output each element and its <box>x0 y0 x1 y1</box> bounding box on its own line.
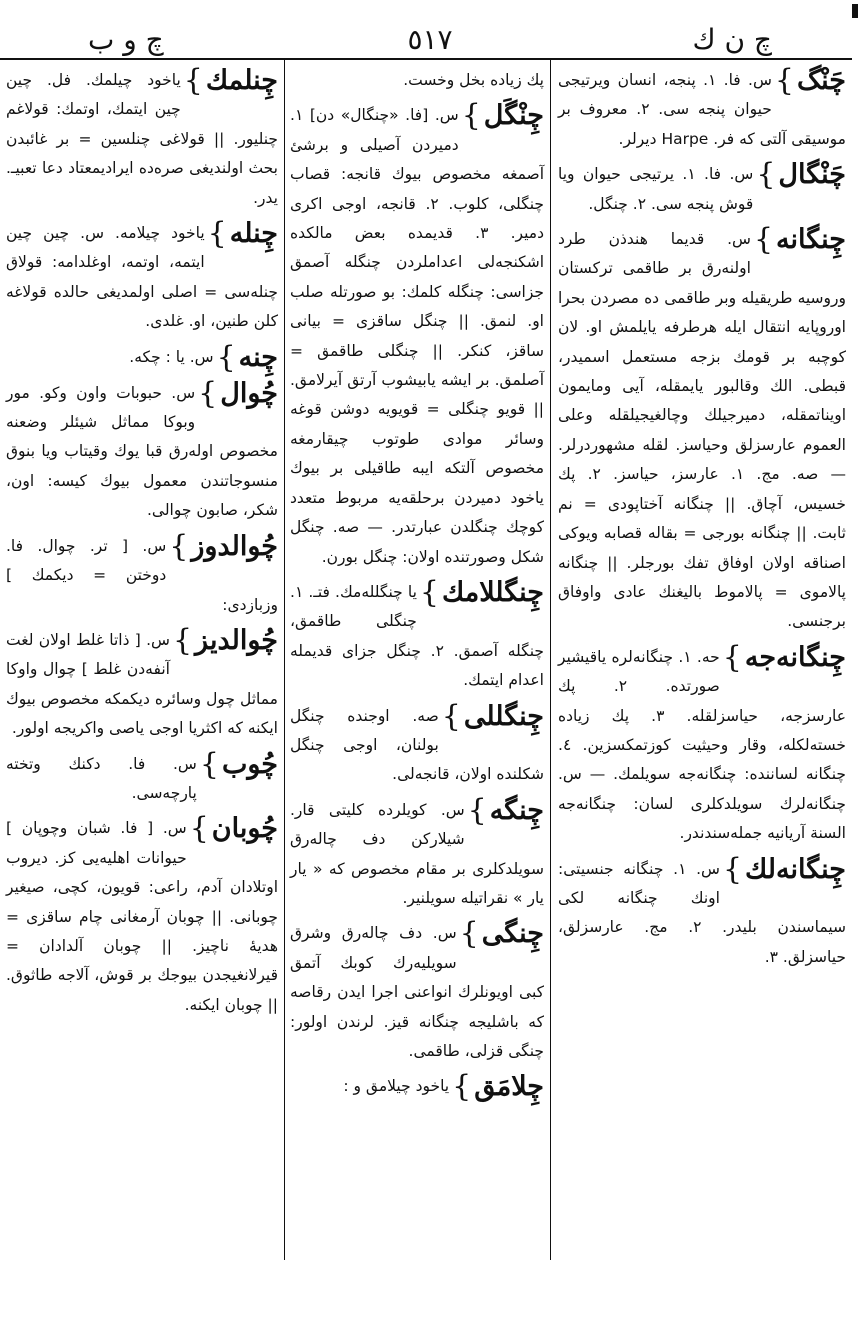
dictionary-entry <box>6 746 278 811</box>
entry-brace: } <box>216 339 236 375</box>
page-number: ٥١٧ <box>407 23 453 56</box>
dictionary-entry <box>6 528 278 622</box>
entry-definition: س. دف چاله‌رق وشرق سويليه‌رك كوبك آتمق كبى اويونلرك انواعنى اجرا ايدن رقاصه كه باشليجه چنگانه قيز. لرندن اولور: چنگى قزلى، طاقمى. <box>290 924 544 1060</box>
entry-headword: چِنگللى <box>463 700 544 732</box>
dictionary-entry <box>290 66 544 97</box>
entry-brace: } <box>774 63 794 98</box>
dictionary-entry <box>6 63 278 215</box>
entry-brace: } <box>722 639 742 675</box>
entry-headword: چُوال <box>220 377 278 409</box>
entry-definition: س. [ فا. شبان وچوپان ] حيوانات اهليه‌يى كز. ديروب اوتلادان آدم، راعى: قويون، كچى، صيغير چوبانى. || چوبان آرمغانى چام ساقزى = هديهٔ ناچيز. || چوبان آلدادان = قيرلانغيجدن بيوجك بر قوش، آلاجه طاثوق. || چوبان ايكنه. <box>6 819 278 1014</box>
entry-definition: حه. ١. چنگانه‌لره ياقيشير صورتده. ٢. پك عارسزجه، حياسزلقله. ٣. پك زياده خسته‌لكله، وقار وحيثيت كوزتمكسزين. ٤. چنگانه لساننده: چنگانه‌جه سويلمك. — س. چنگانه‌لرك سويلدكلرى لسان: چنگانه‌جه السنة آريانيه جمله‌سندندر. <box>558 647 847 843</box>
entry-headword: چِنله <box>229 218 278 250</box>
dictionary-entry <box>558 851 846 975</box>
dictionary-entry <box>6 339 278 375</box>
entry-definition: س. كويلرده كليتى قار. شيلاركن دف چاله‌رق سويلدكلرى بر مقام مخصوص كه « يار يار » نقراتيله سويلنير. <box>290 800 544 907</box>
column-middle <box>290 66 544 1108</box>
entry-definition: س. ١. چنگانه جنسيتى: اونك چنگانه لكى سيماسندن بليدر. ٢. مج. عارسزلق، حياسزلق. ٣. <box>558 859 846 966</box>
entry-brace: } <box>441 698 461 734</box>
entry-headword: چُوالدوز <box>191 530 278 562</box>
entry-headword: چِنگه <box>489 794 544 826</box>
entry-headword: چِنگانه‌لك <box>745 853 846 885</box>
column-divider-left <box>284 60 285 1260</box>
dictionary-entry <box>290 916 544 1068</box>
entry-brace: } <box>452 1069 472 1105</box>
entry-brace: } <box>183 63 203 98</box>
dictionary-entry <box>6 216 278 339</box>
running-head-right: چ ن ك <box>692 23 772 56</box>
corner-mark <box>852 4 858 18</box>
entry-headword: چَنْگال <box>778 159 846 191</box>
entry-brace: } <box>189 811 209 847</box>
entry-headword: چِنگى <box>481 918 544 950</box>
entry-headword: چَنْگ <box>796 65 846 96</box>
entry-brace: } <box>169 528 189 564</box>
dictionary-entry <box>290 98 545 574</box>
running-head-left: چ و ب <box>88 23 164 56</box>
entry-brace: } <box>461 98 481 134</box>
entry-definition: صه. اوجنده چنگل بولنان، اوجى چنگل شكلنده اولان، قانجه‌لى. <box>290 706 544 784</box>
header-rule <box>0 58 852 60</box>
entry-definition: ياخود چيلمك. فل. چين چين ايتمك، اوتمك: قولاغم چنليور. || قولاغى چنلسين = بر غائبدن بحث اولنديغى صره‌ده ايراديمعتاد دعا تعبيـ. يدر. <box>6 71 278 207</box>
dictionary-entry <box>558 222 847 639</box>
entry-headword: چِنگانه‌جه <box>744 641 846 673</box>
dictionary-entry <box>290 698 544 792</box>
column-left <box>6 63 278 1026</box>
entry-definition: يا چنگلله‌مك. فتـ. ١. چنگلى طاقمق، چنگله آصمق. ٢. چنگل جزاى قديمله اعدام ايتمك. <box>290 582 544 690</box>
entry-definition: س. [ تر. چوال. فا. دوختن = ديكمك ] وزبازدى: <box>6 536 278 614</box>
column-right <box>558 63 847 978</box>
entry-brace: } <box>753 222 774 258</box>
dictionary-entry <box>6 811 278 1022</box>
column-divider-right <box>550 60 551 1260</box>
entry-brace: } <box>199 746 219 782</box>
entry-definition: ياخود چيلامه. س. چين چين ايتمه، اوتمه، اوغلدامه: قولاق چنله‌سى = اصلى اولمديغى حالده قولاغه كلن طنين، او. غلدى. <box>6 224 278 331</box>
entry-brace: } <box>756 157 776 193</box>
dictionary-entry <box>6 622 278 746</box>
entry-headword: چِنه <box>238 341 278 373</box>
entry-definition: س. حبوبات واون وكو. مور وبوكا مماثل شيئلر وضعنه مخصوص اوله‌رق قبا يوك وقيتاب ويا بنوق منسوجاتندن معمول بيوك كيسه: اون، شكر، صابون چوالى. <box>6 383 278 520</box>
entry-headword: چُوب <box>221 748 278 780</box>
dictionary-entry <box>558 157 846 221</box>
entry-headword: چُوالديز <box>195 624 278 656</box>
entry-definition: س. [ ذاتا غلط اولان لغت آنفه‌دن غلط ] چوال واوكا مماثل چول وسائره ديكمكه مخصوص بيوك ايكنه كه اكثريا اوجى ياصى واكريجه اولور. <box>6 630 278 738</box>
entry-definition: س. فا. دكنك وتخته پارچه‌سى. <box>6 754 197 802</box>
entry-headword: چِنگانه <box>776 224 846 256</box>
entry-definition: ياخود چيلامق و : <box>343 1077 450 1096</box>
dictionary-entry <box>558 639 847 851</box>
entry-definition: س. يا : چكه. <box>129 347 214 366</box>
entry-definition: س. قديما هندذن طرد اولنه‌رق بر طاقمى تركستان وروسيه طريقيله وبر طاقمى ده مصردن بحرا اوروپايه انتقال ايله هرطرفه يايلمش او. لان كوچبه بر قومك بزجه مستعمل اسميدر، قبطى. الك وقالبور يايمقله، آيى ومايمون اويناتمقله، دميرجيلك وچالغيجيلقله وعلى العموم عارسزلق وحياسز. لقله مشهوردرلر. — صه. مج. ١. عارسز، حياسز. ٢. پك خسيس، آچاق. || چنگانه آختاپودى = نم ثابت. || چنگانه بورجى = بقاله قصابه ويوكى اصناقه اولان اوفاق تفك بورجلر. || چنگانه پالاموى = پالاموط باليغنك عادى واوفاق برجنسى. <box>558 230 847 631</box>
entry-headword: چِنگللامك <box>441 576 544 608</box>
entry-definition: س. فا. ١. يرتيجى حيوان ويا قوش پنجه سى. ٢. چنگل. <box>558 165 754 213</box>
dictionary-entry <box>558 63 846 156</box>
entry-headword: چِلامَق <box>474 1071 544 1103</box>
entry-brace: } <box>419 574 439 610</box>
entry-brace: } <box>722 851 743 887</box>
dictionary-entry <box>290 574 544 698</box>
entry-brace: } <box>198 375 218 411</box>
dictionary-entry <box>290 792 544 916</box>
dictionary-entry <box>6 375 278 528</box>
entry-brace: } <box>467 792 487 828</box>
entry-headword: چُوبان <box>211 813 278 845</box>
entry-brace: } <box>207 216 227 252</box>
entry-definition: س. فا. ١. پنجه، انسان ويرتيجى حيوان پنجه سى. ٢. معروف بر موسيقى آلتى كه فر. Harpe ديرلر. <box>558 71 846 148</box>
dictionary-entry <box>290 1069 544 1105</box>
entry-definition: پك زياده بخل وخست. <box>403 71 544 89</box>
entry-brace: } <box>459 916 479 952</box>
entry-headword: چِنلمك <box>205 65 278 96</box>
entry-definition: س. [فا. «چنگال» دن] ١. دميردن آصيلى و برشئ آصمغه مخصوص بيوك قانجه: قصاب چنگلى، كلوب. ٢. قانجه، اوجى اكرى دمير. ٣. قديمده بعض مالكده اشكنجه‌لى اعداملردن چنگله آصمق جزاسى: چنگله كلمك: بو صورتله صلب او. لنمق. || چنگل ساقزى = بيانى ساقز، كنكر. || چنگلى طاقمق = آصلمق. بر ايشه يابيشوب آرتق آيرلامق. || قويو چنگلى = قويويه دوشن قوغه وسائر موادى طوتوب چيقارمغه مخصوص آلتكه ايبه طاقيلى بر بيوك ياخود دميردن برحلقه‌يه مربوط متعدد كوچك چنگلدن عبارتدر. — صه. چنگل شكل وصورتنده اولان: چنگل بورن. <box>290 106 545 566</box>
entry-headword: چِنْگَل <box>483 100 544 132</box>
entry-brace: } <box>172 622 193 658</box>
